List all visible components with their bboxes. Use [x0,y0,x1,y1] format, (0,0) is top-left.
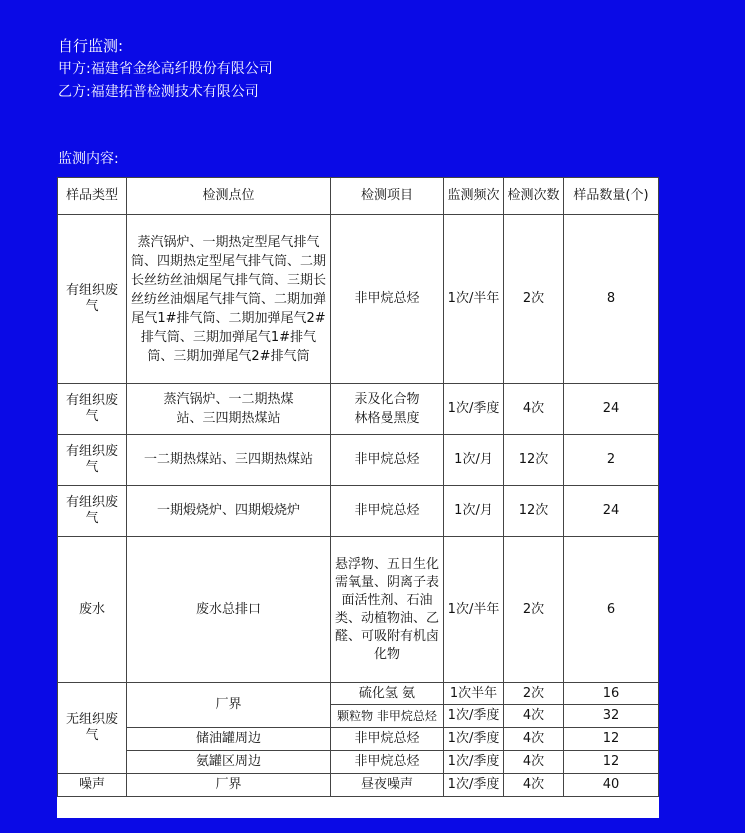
cell-freq: 1次/季度 [444,728,504,751]
cell-times: 4次 [504,728,564,751]
cell-point: 废水总排口 [127,537,331,683]
col-header-times: 检测次数 [504,178,564,215]
table-row [58,728,659,751]
table-row [58,435,659,486]
cell-freq: 1次/半年 [444,537,504,683]
cell-items: 非甲烷总烃 [331,728,444,751]
cell-times: 4次 [504,384,564,435]
party-b: 乙方:福建拓普检测技术有限公司 [58,84,259,100]
col-header-items: 检测项目 [331,178,444,215]
cell-freq: 1次/月 [444,435,504,486]
cell-point: 厂界 [127,683,331,728]
table-row [58,384,659,435]
table-header-row [58,178,659,215]
cell-items: 汞及化合物 林格曼黑度 [331,384,444,435]
cell-items: 昼夜噪声 [331,774,444,797]
cell-times: 2次 [504,683,564,705]
col-header-point: 检测点位 [127,178,331,215]
cell-point: 一期煅烧炉、四期煅烧炉 [127,486,331,537]
cell-times: 4次 [504,751,564,774]
table-row [58,774,659,797]
cell-point: 一二期热煤站、三四期热煤站 [127,435,331,486]
cell-times: 4次 [504,774,564,797]
cell-freq: 1次/季度 [444,751,504,774]
cell-type: 有组织废气 [58,215,127,384]
cell-freq: 1次/半年 [444,215,504,384]
cell-count: 12 [564,728,659,751]
cell-count: 12 [564,751,659,774]
cell-items: 非甲烷总烃 [331,435,444,486]
cell-freq: 1次/季度 [444,705,504,728]
cell-freq: 1次/月 [444,486,504,537]
cell-count: 16 [564,683,659,705]
cell-times: 2次 [504,537,564,683]
cell-freq: 1次/季度 [444,774,504,797]
cell-count: 6 [564,537,659,683]
col-header-count: 样品数量(个) [564,178,659,215]
cell-point: 蒸汽锅炉、一期热定型尾气排气筒、四期热定型尾气排气筒、二期长丝纺丝油烟尾气排气筒、三期长丝纺丝油烟尾气排气筒、二期加弹尾气1#排气筒、二期加弹尾气2#排气筒、三期加弹尾气1#排气筒、三期加弹尾气2#排气筒 [127,215,331,384]
cell-point: 储油罐周边 [127,728,331,751]
cell-type: 废水 [58,537,127,683]
table-row [58,537,659,683]
cell-type: 噪声 [58,774,127,797]
cell-freq: 1次半年 [444,683,504,705]
cell-items: 硫化氢 氨 [331,683,444,705]
cell-times: 2次 [504,215,564,384]
cell-type: 有组织废气 [58,486,127,537]
cell-count: 32 [564,705,659,728]
table-panel [57,177,659,818]
cell-type: 有组织废气 [58,435,127,486]
cell-point: 厂界 [127,774,331,797]
cell-items: 非甲烷总烃 [331,215,444,384]
cell-times: 4次 [504,705,564,728]
col-header-type: 样品类型 [58,178,127,215]
cell-count: 8 [564,215,659,384]
cell-count: 24 [564,384,659,435]
cell-items: 非甲烷总烃 [331,486,444,537]
party-a: 甲方:福建省金纶高纤股份有限公司 [58,61,273,77]
col-header-freq: 监测频次 [444,178,504,215]
table-row [58,751,659,774]
monitoring-table [57,177,659,797]
cell-count: 2 [564,435,659,486]
cell-count: 40 [564,774,659,797]
cell-items: 悬浮物、五日生化需氧量、阴离子表面活性剂、石油类、动植物油、乙醛、可吸附有机卤化物 [331,537,444,683]
table-row [58,683,659,705]
cell-items: 颗粒物 非甲烷总烃 [331,705,444,728]
doc-title: 自行监测: [58,37,124,55]
cell-type: 有组织废气 [58,384,127,435]
cell-freq: 1次/季度 [444,384,504,435]
cell-items: 非甲烷总烃 [331,751,444,774]
table-row [58,486,659,537]
cell-times: 12次 [504,486,564,537]
cell-times: 12次 [504,435,564,486]
cell-point: 蒸汽锅炉、一二期热煤站、三四期热煤站 [127,384,331,435]
section-label: 监测内容: [58,151,119,167]
table-row [58,215,659,384]
cell-count: 24 [564,486,659,537]
cell-point: 氨罐区周边 [127,751,331,774]
cell-type: 无组织废气 [58,683,127,774]
